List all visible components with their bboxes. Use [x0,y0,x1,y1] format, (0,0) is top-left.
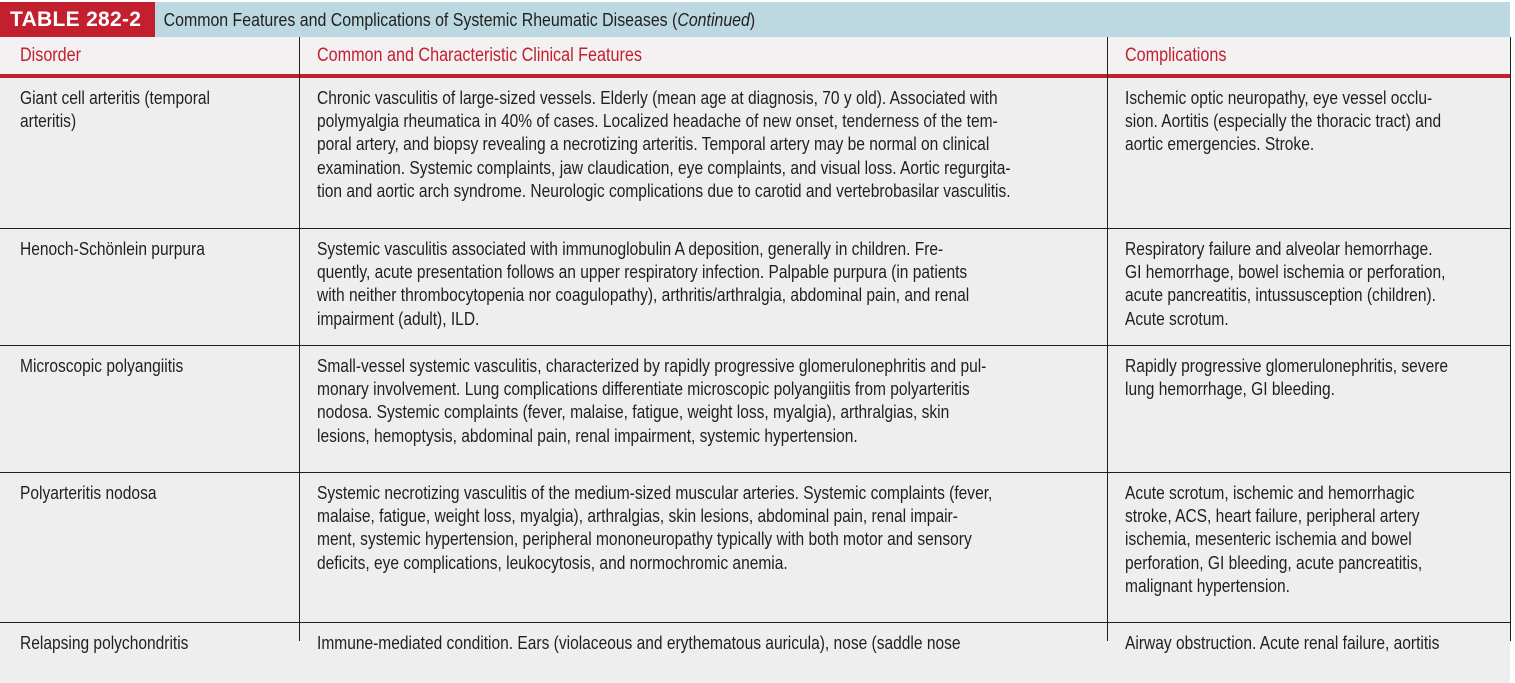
cell-features [317,346,1237,447]
table-number-label: TABLE 282-2 [0,2,155,37]
table-title-end: ) [750,8,756,30]
cell-disorder [20,229,300,260]
cell-complications [1125,623,1515,654]
cell-disorder [20,346,300,377]
cell-features [317,473,1237,574]
table-row [0,623,1510,683]
cell-complications [1125,473,1515,597]
table-row [0,346,1510,473]
disorder-text: Relapsing polychondritis [20,632,189,653]
features-text: Systemic vasculitis associated with immunoglobulin A deposition, generally in children. Fre- quently, acute presentation follows an upper respiratory infection. Palpable purpura (in patients with neither thrombocytopenia nor coagulopathy), arthritis/arthralgia, abdominal pain, and renal impairment (adult), ILD. [317,238,970,329]
disorder-text: Giant cell arteritis (temporal arteritis) [20,87,210,132]
complications-text: Airway obstruction. Acute renal failure, aortitis [1125,632,1440,653]
table-row [0,78,1510,229]
cell-features [317,623,1237,654]
column-header-label: Complications [1125,45,1227,66]
table-title-bar [0,2,1510,37]
features-text: Systemic necrotizing vasculitis of the medium-sized muscular arteries. Systemic complaints (fever, malaise, fatigue, weight loss, myalgia), arthralgias, skin lesions, abdominal pain, renal impair- ment, systemic hypertension, peripheral mononeuropathy typically with both motor and sensory deficits, eye complications, leukocytosis, and normochromic anemia. [317,482,993,573]
disorder-text: Polyarteritis nodosa [20,482,157,503]
disorder-text: Microscopic polyangiitis [20,355,184,376]
features-text: Immune-mediated condition. Ears (violaceous and erythematous auricula), nose (saddle nose [317,632,961,653]
table-row [0,229,1510,346]
column-header-complications [1105,37,1244,74]
cell-disorder [20,78,300,132]
cell-disorder [20,623,300,654]
table-header-row [0,37,1510,78]
disorder-text: Henoch-Schönlein purpura [20,238,205,259]
features-text: Small-vessel systemic vasculitis, characterized by rapidly progressive glomerulonephritis and pul- monary involvement. Lung complications differentiate microscopic polyangiitis from polyarteritis nodosa. Systemic complaints (fever, malaise, fatigue, weight loss, myalgia), arthralgias, skin lesions, hemoptysis, abdominal pain, renal impairment, systemic hypertension. [317,355,987,446]
complications-text: Ischemic optic neuropathy, eye vessel occlu- sion. Aortitis (especially the thoracic tract) and aortic emergencies. Stroke. [1125,87,1442,155]
column-divider [1107,37,1108,641]
cell-disorder [20,473,300,504]
column-header-label: Disorder [20,45,82,66]
cell-features [317,229,1237,330]
cell-complications [1125,78,1515,156]
cell-complications [1125,229,1515,330]
table-right-border [1510,37,1511,641]
complications-text: Acute scrotum, ischemic and hemorrhagic stroke, ACS, heart failure, peripheral artery ischemia, mesenteric ischemia and bowel perforation, GI bleeding, acute pancreatitis, malignant hypertension. [1125,482,1423,596]
column-header-features [297,37,699,74]
features-text: Chronic vasculitis of large-sized vessels. Elderly (mean age at diagnosis, 70 y old). Associated with polymyalgia rheumatica in 40% of cases. Localized headache of new onset, tenderness of the tem- poral artery, and biopsy revealing a necrotizing arteritis. Temporal artery may be normal on clinical examination. Systemic complaints, jaw claudication, eye complaints, and visual loss. Aortic regurgita- tion and aortic arch syndrome. Neurologic complications due to carotid and vertebrobasilar vasculitis. [317,87,1011,201]
complications-text: Respiratory failure and alveolar hemorrhage. GI hemorrhage, bowel ischemia or perforation, acute pancreatitis, intussusception (children). Acute scrotum. [1125,238,1446,329]
cell-complications [1125,346,1515,400]
column-header-label: Common and Characteristic Clinical Features [317,45,642,66]
complications-text: Rapidly progressive glomerulonephritis, severe lung hemorrhage, GI bleeding. [1125,355,1449,400]
table-title-text: Common Features and Complications of Systemic Rheumatic Diseases ( [163,8,678,30]
column-divider [299,37,300,641]
cell-features [317,78,1237,202]
table-title-continued: Continued [677,8,751,30]
table-row [0,473,1510,623]
column-header-disorder [0,37,92,74]
table-title [155,9,755,31]
